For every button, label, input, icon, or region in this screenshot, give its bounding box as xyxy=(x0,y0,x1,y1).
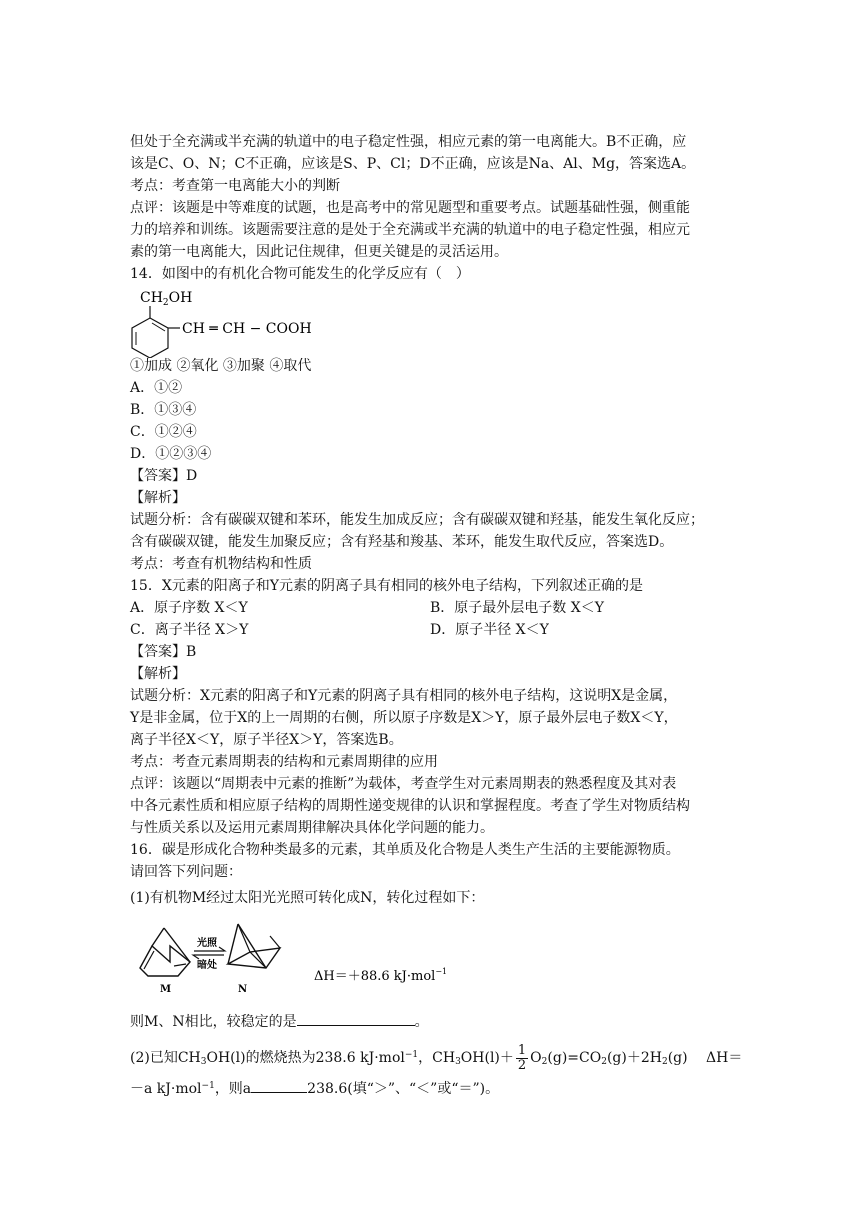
struct-chain-label: CH ═ CH − COOH xyxy=(182,321,312,337)
q16-part-1: (1)有机物M经过太阳光光照可转化成N，转化过程如下： xyxy=(130,890,485,906)
q13-line-2: 该是C、O、N；C不正确，应该是S、P、Cl；D不正确，应该是Na、Al、Mg，答案选A。 xyxy=(130,156,696,172)
label-n: N xyxy=(238,984,248,994)
q14-answer: 【答案】D xyxy=(130,468,198,484)
q15-option-a: A．原子序数 X＜Y xyxy=(130,600,248,616)
q15-analysis-2: Y是非金属，位于X的上一周期的右侧，所以原子序数是X＞Y，原子最外层电子数X＜Y， xyxy=(130,710,678,726)
delta-h-1: ΔH＝＋88.6 kJ·mol$^{-1}$ xyxy=(314,967,448,984)
q14-structure-diagram xyxy=(128,286,728,358)
fraction-half: $\frac{1}{2}$ xyxy=(517,1042,527,1073)
q13-line-1: 但处于全充满或半充满的轨道中的电子稳定性强，相应元素的第一电离能大。B不正确，应 xyxy=(130,134,687,150)
q13-dianping-2: 力的培养和训练。该题需要注意的是处于全充满或半充满的轨道中的电子稳定性强，相应元 xyxy=(130,222,690,238)
q16-part-2-line-1: (2)已知$CH_3OH(l)$的燃烧热为238.6 kJ·mol$^{-1}$，$CH_3OH(l)+$ $\frac{1}{2}$ $O_2(g)=CO_2(g)+2H_2(g)$ ΔH＝ xyxy=(130,1042,743,1073)
q15-analysis-1: 试题分析：X元素的阳离子和Y元素的阴离子具有相同的核外电子结构，这说明X是金属， xyxy=(130,688,678,704)
q15-options-row-2 xyxy=(130,620,730,642)
q14-kaodian: 考点：考查有机物结构和性质 xyxy=(130,556,312,572)
q14-option-d: D．①②③④ xyxy=(130,446,212,462)
q16-stem-2: 请回答下列问题： xyxy=(130,864,242,880)
arrow-top-label: 光照 xyxy=(197,938,217,949)
q15-dianping-1: 点评：该题以“周期表中元素的推断”为载体，考查学生对元素周期表的熟悉程度及其对表 xyxy=(130,776,677,792)
q15-kaodian: 考点：考查元素周期表的结构和元素周期律的应用 xyxy=(130,754,438,770)
q15-answer: 【答案】B xyxy=(130,644,197,660)
struct-ch2oh-label: $CH_2OH$ xyxy=(140,290,193,308)
molecule-n xyxy=(228,924,280,968)
q16-reaction-diagram xyxy=(130,916,730,994)
benzene-inner-bond-2 xyxy=(152,323,165,331)
q13-dianping-3: 素的第一电离能大，因此记住规律，但更关键是的灵活运用。 xyxy=(130,244,508,260)
q15-option-c: C．离子半径 X＞Y xyxy=(130,622,249,638)
q14-jiexi: 【解析】 xyxy=(130,490,186,506)
answer-blank-1[interactable] xyxy=(297,1013,415,1026)
q15-option-b: B．原子最外层电子数 X＜Y xyxy=(430,600,604,616)
q15-jiexi: 【解析】 xyxy=(130,666,186,682)
arrow-bottom-label: 暗处 xyxy=(197,960,217,971)
q13-kaodian: 考点：考查第一电离能大小的判断 xyxy=(130,178,340,194)
q14-stem: 14．如图中的有机化合物可能发生的化学反应有（ ） xyxy=(130,266,470,282)
q15-option-d: D．原子半径 X＜Y xyxy=(430,622,549,638)
q16-part-2-line-2: －a kJ·mol$^{-1}$，则a 238.6(填“＞”、“＜”或“＝”)。 xyxy=(130,1081,500,1097)
answer-blank-2[interactable] xyxy=(251,1080,307,1093)
q15-stem: 15．X元素的阳离子和Y元素的阴离子具有相同的核外电子结构，下列叙述正确的是 xyxy=(130,578,644,594)
q15-options-row-1 xyxy=(130,598,730,620)
label-m: M xyxy=(160,984,172,994)
q14-analysis-2: 含有碳碳双键，能发生加聚反应；含有羟基和羧基、苯环，能发生取代反应，答案选D。 xyxy=(130,534,674,550)
q15-dianping-3: 与性质关系以及运用元素周期律解决具体化学问题的能力。 xyxy=(130,820,494,836)
q16-compare-line: 则M、N相比，较稳定的是 。 xyxy=(130,1014,429,1030)
q15-analysis-3: 离子半径X＜Y，原子半径X＞Y，答案选B。 xyxy=(130,732,403,748)
q14-analysis-1: 试题分析：含有碳碳双键和苯环，能发生加成反应；含有碳碳双键和羟基，能发生氧化反应； xyxy=(130,512,704,528)
q13-dianping-1: 点评：该题是中等难度的试题，也是高考中的常见题型和重要考点。试题基础性强，侧重能 xyxy=(130,200,690,216)
q16-stem-1: 16．碳是形成化合物种类最多的元素，其单质及化合物是人类生产生活的主要能源物质。 xyxy=(130,842,680,858)
q14-items: ①加成 ②氧化 ③加聚 ④取代 xyxy=(130,358,312,374)
molecule-m xyxy=(140,928,190,976)
q14-option-a: A．①② xyxy=(130,380,183,396)
q15-dianping-2: 中各元素性质和相应原子结构的周期性递变规律的认识和掌握程度。考查了学生对物质结构 xyxy=(130,798,690,814)
q14-option-c: C．①②④ xyxy=(130,424,197,440)
q14-option-b: B．①③④ xyxy=(130,402,197,418)
benzene-ring xyxy=(132,318,168,358)
